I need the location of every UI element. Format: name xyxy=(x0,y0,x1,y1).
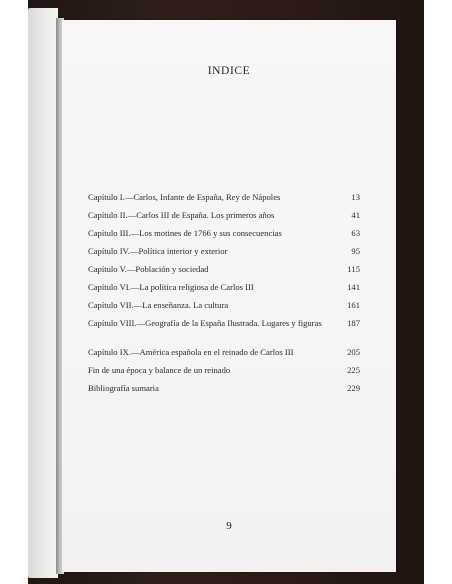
toc-entry xyxy=(88,347,360,358)
toc-entry xyxy=(88,228,360,239)
toc-entry-title: Capítulo I.—Carlos, Infante de España, Rey de Nápoles xyxy=(88,192,281,202)
toc-entry xyxy=(88,246,360,257)
toc-entry-title: Capítulo IV.—Política interior y exterior xyxy=(88,246,228,256)
toc-entry xyxy=(88,264,360,275)
toc-entry-title: Capítulo IX.—América española en el reinado de Carlos III xyxy=(88,347,294,357)
page-number: 9 xyxy=(226,520,232,532)
toc-entry xyxy=(88,300,360,311)
book-page xyxy=(62,20,396,572)
toc-entry xyxy=(88,282,360,293)
toc-entry-title: Capítulo III.—Los motines de 1766 y sus consecuencias xyxy=(88,228,282,238)
toc-entry-page: 41 xyxy=(351,210,360,220)
toc-entry-title: Capítulo VI.—La política religiosa de Carlos III xyxy=(88,282,254,292)
toc-entry xyxy=(88,192,360,203)
toc-entry-page: 13 xyxy=(351,192,360,202)
toc-entry xyxy=(88,365,360,376)
toc-entry-page: 115 xyxy=(347,264,360,274)
toc-entry-page: 141 xyxy=(347,282,360,292)
toc-entry-title: Fin de una época y balance de un reinado xyxy=(88,365,231,375)
toc-entry-title: Capítulo VII.—La enseñanza. La cultura xyxy=(88,300,229,310)
toc-entry-page: 225 xyxy=(347,365,360,375)
toc-entry-page: 205 xyxy=(347,347,360,357)
toc-entry xyxy=(88,318,360,329)
page-title: INDICE xyxy=(207,65,251,77)
toc-entry-page: 161 xyxy=(347,300,360,310)
toc-entry-page: 95 xyxy=(351,246,360,256)
toc-entry-title: Capítulo II.—Carlos III de España. Los primeros años xyxy=(88,210,275,220)
toc-entry-title: Capítulo VIII.—Geografía de la España Ilustrada. Lugares y figuras xyxy=(88,318,322,328)
toc-entry-title: Bibliografía sumaria xyxy=(88,383,159,393)
toc-entry-page: 187 xyxy=(347,318,360,328)
toc-entry-title: Capítulo V.—Población y sociedad xyxy=(88,264,209,274)
left-page-edge xyxy=(28,8,58,578)
toc-entry xyxy=(88,383,360,394)
toc-entry xyxy=(88,210,360,221)
toc-entry-page: 229 xyxy=(347,383,360,393)
toc-entry-page: 63 xyxy=(351,228,360,238)
